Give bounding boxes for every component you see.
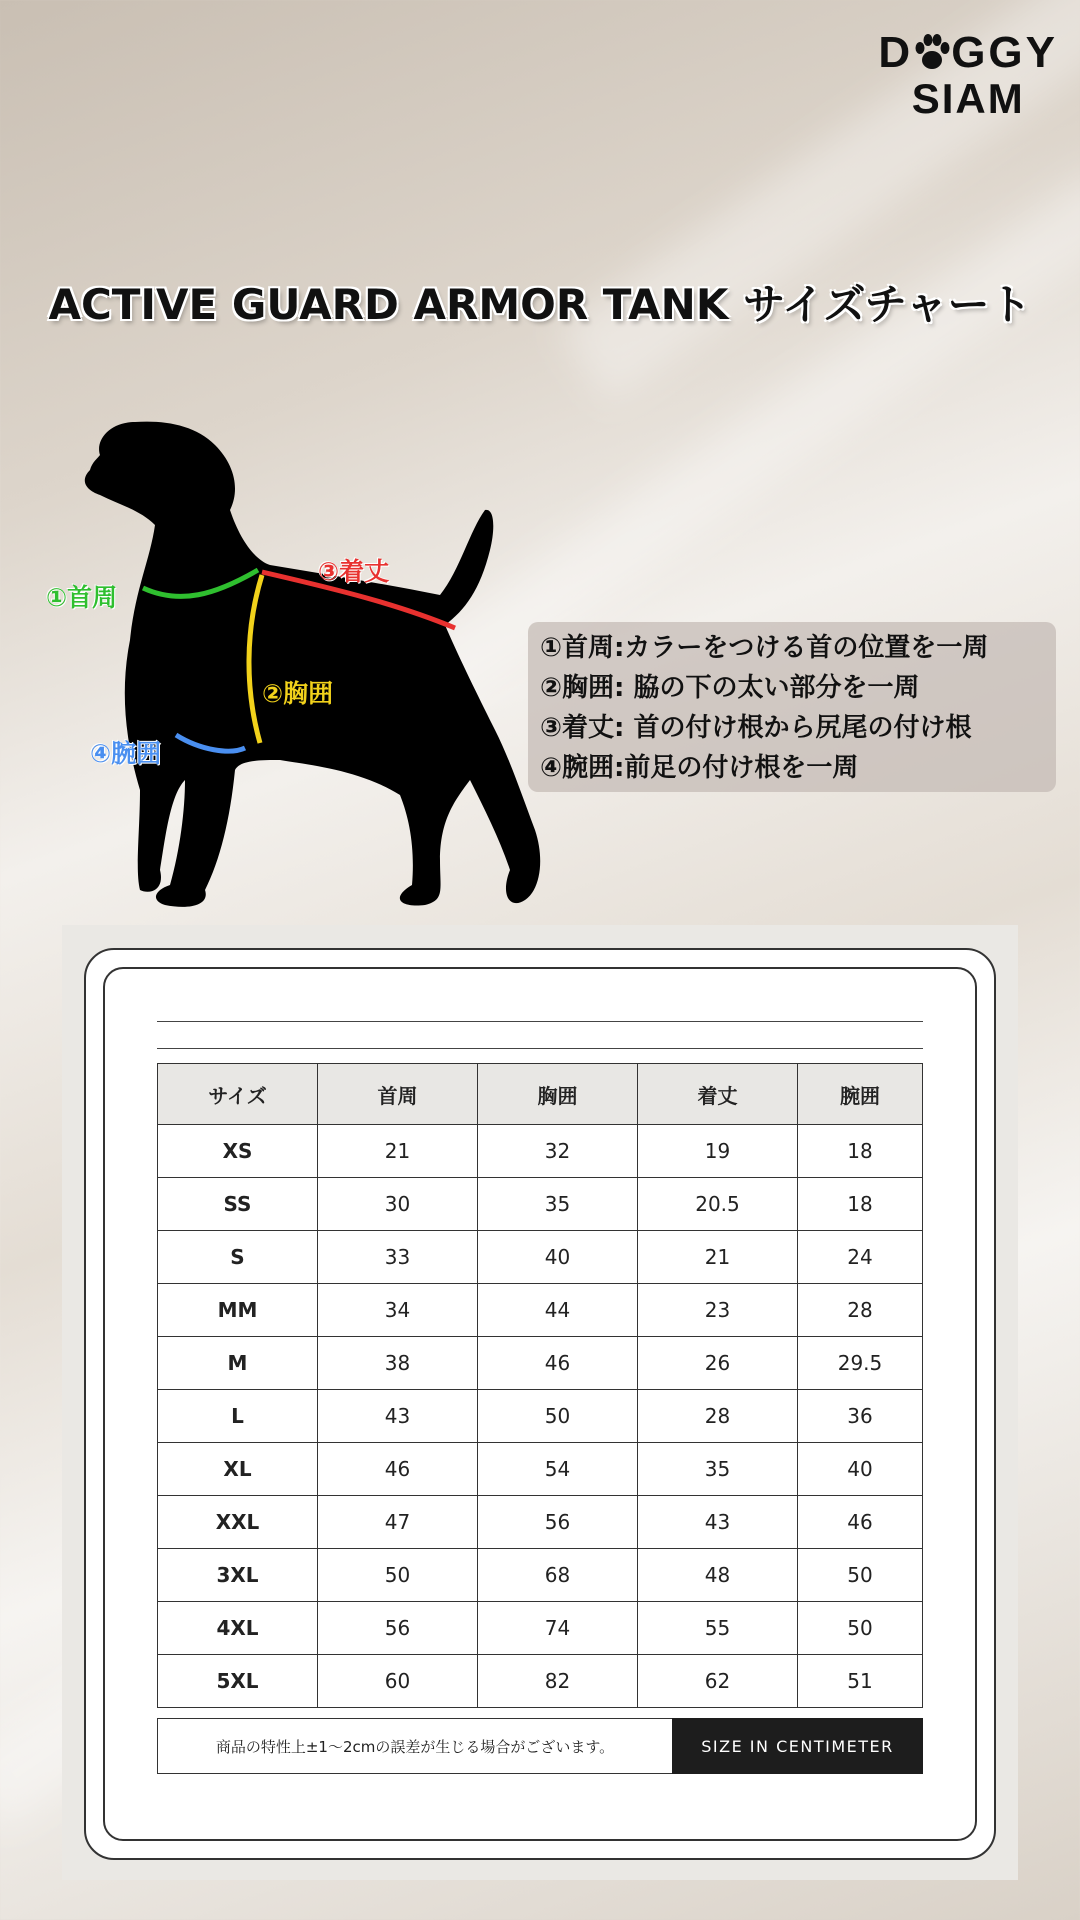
arm-label: ④腕囲 (90, 739, 162, 768)
table-row (158, 1390, 923, 1443)
length-cell: 19 (638, 1125, 798, 1178)
arm-cell: 18 (798, 1125, 923, 1178)
table-row (158, 1284, 923, 1337)
table-header-row (158, 1064, 923, 1125)
neck-cell: 38 (318, 1337, 478, 1390)
dog-diagram (40, 400, 560, 920)
length-cell: 26 (638, 1337, 798, 1390)
size-cell: 5XL (158, 1655, 318, 1708)
table-row (158, 1443, 923, 1496)
table-row (158, 1337, 923, 1390)
size-cell: 4XL (158, 1602, 318, 1655)
header-size: サイズ (158, 1064, 318, 1125)
chest-cell: 40 (478, 1231, 638, 1284)
tolerance-note: 商品の特性上±1〜2cmの誤差が生じる場合がございます。 (157, 1718, 673, 1774)
arm-cell: 50 (798, 1602, 923, 1655)
divider (157, 1048, 923, 1049)
brand-logo (878, 30, 1058, 122)
length-cell: 48 (638, 1549, 798, 1602)
arm-cell: 36 (798, 1390, 923, 1443)
arm-cell: 28 (798, 1284, 923, 1337)
neck-cell: 46 (318, 1443, 478, 1496)
chest-cell: 82 (478, 1655, 638, 1708)
size-cell: M (158, 1337, 318, 1390)
chest-cell: 74 (478, 1602, 638, 1655)
legend-item: ①首周:カラーをつける首の位置を一周 (540, 633, 989, 663)
table-row (158, 1178, 923, 1231)
neck-label: ①首周 (46, 583, 118, 612)
chest-cell: 32 (478, 1125, 638, 1178)
length-cell: 55 (638, 1602, 798, 1655)
size-table (157, 1063, 923, 1708)
chest-cell: 46 (478, 1337, 638, 1390)
table-row (158, 1602, 923, 1655)
paw-icon (914, 34, 950, 72)
header-arm: 腕囲 (798, 1064, 923, 1125)
chest-cell: 44 (478, 1284, 638, 1337)
neck-cell: 47 (318, 1496, 478, 1549)
size-cell: XL (158, 1443, 318, 1496)
length-label: ③着丈 (318, 557, 390, 586)
length-cell: 43 (638, 1496, 798, 1549)
chest-cell: 68 (478, 1549, 638, 1602)
legend-item: ④腕囲:前足の付け根を一周 (540, 753, 859, 783)
length-cell: 20.5 (638, 1178, 798, 1231)
arm-cell: 51 (798, 1655, 923, 1708)
header-length: 着丈 (638, 1064, 798, 1125)
size-cell: S (158, 1231, 318, 1284)
brand-word: GGY (951, 28, 1058, 77)
size-cell: L (158, 1390, 318, 1443)
page-title: ACTIVE GUARD ARMOR TANK サイズチャート (48, 280, 1032, 329)
brand-subword: SIAM (911, 75, 1025, 122)
size-cell: SS (158, 1178, 318, 1231)
neck-cell: 50 (318, 1549, 478, 1602)
arm-cell: 24 (798, 1231, 923, 1284)
table-row (158, 1655, 923, 1708)
dog-silhouette (85, 422, 540, 907)
arm-cell: 29.5 (798, 1337, 923, 1390)
legend-item: ③着丈: 首の付け根から尻尾の付け根 (540, 713, 972, 743)
neck-cell: 43 (318, 1390, 478, 1443)
length-cell: 35 (638, 1443, 798, 1496)
neck-cell: 56 (318, 1602, 478, 1655)
neck-cell: 60 (318, 1655, 478, 1708)
size-cell: XS (158, 1125, 318, 1178)
arm-cell: 40 (798, 1443, 923, 1496)
legend-item: ②胸囲: 脇の下の太い部分を一周 (540, 673, 920, 703)
arm-cell: 18 (798, 1178, 923, 1231)
chest-label: ②胸囲 (262, 679, 334, 708)
length-cell: 23 (638, 1284, 798, 1337)
chest-cell: 56 (478, 1496, 638, 1549)
header-neck: 首周 (318, 1064, 478, 1125)
size-cell: MM (158, 1284, 318, 1337)
neck-cell: 21 (318, 1125, 478, 1178)
chest-cell: 54 (478, 1443, 638, 1496)
table-row (158, 1231, 923, 1284)
unit-badge: SIZE IN CENTIMETER (672, 1718, 923, 1774)
chest-cell: 35 (478, 1178, 638, 1231)
length-cell: 62 (638, 1655, 798, 1708)
table-row (158, 1125, 923, 1178)
divider (157, 1021, 923, 1022)
length-cell: 28 (638, 1390, 798, 1443)
neck-cell: 33 (318, 1231, 478, 1284)
neck-cell: 30 (318, 1178, 478, 1231)
arm-cell: 50 (798, 1549, 923, 1602)
header-chest: 胸囲 (478, 1064, 638, 1125)
size-cell: XXL (158, 1496, 318, 1549)
neck-cell: 34 (318, 1284, 478, 1337)
table-row (158, 1549, 923, 1602)
length-cell: 21 (638, 1231, 798, 1284)
brand-letter: D (878, 28, 914, 77)
arm-cell: 46 (798, 1496, 923, 1549)
table-row (158, 1496, 923, 1549)
chest-cell: 50 (478, 1390, 638, 1443)
measurement-legend (528, 622, 1056, 792)
size-cell: 3XL (158, 1549, 318, 1602)
